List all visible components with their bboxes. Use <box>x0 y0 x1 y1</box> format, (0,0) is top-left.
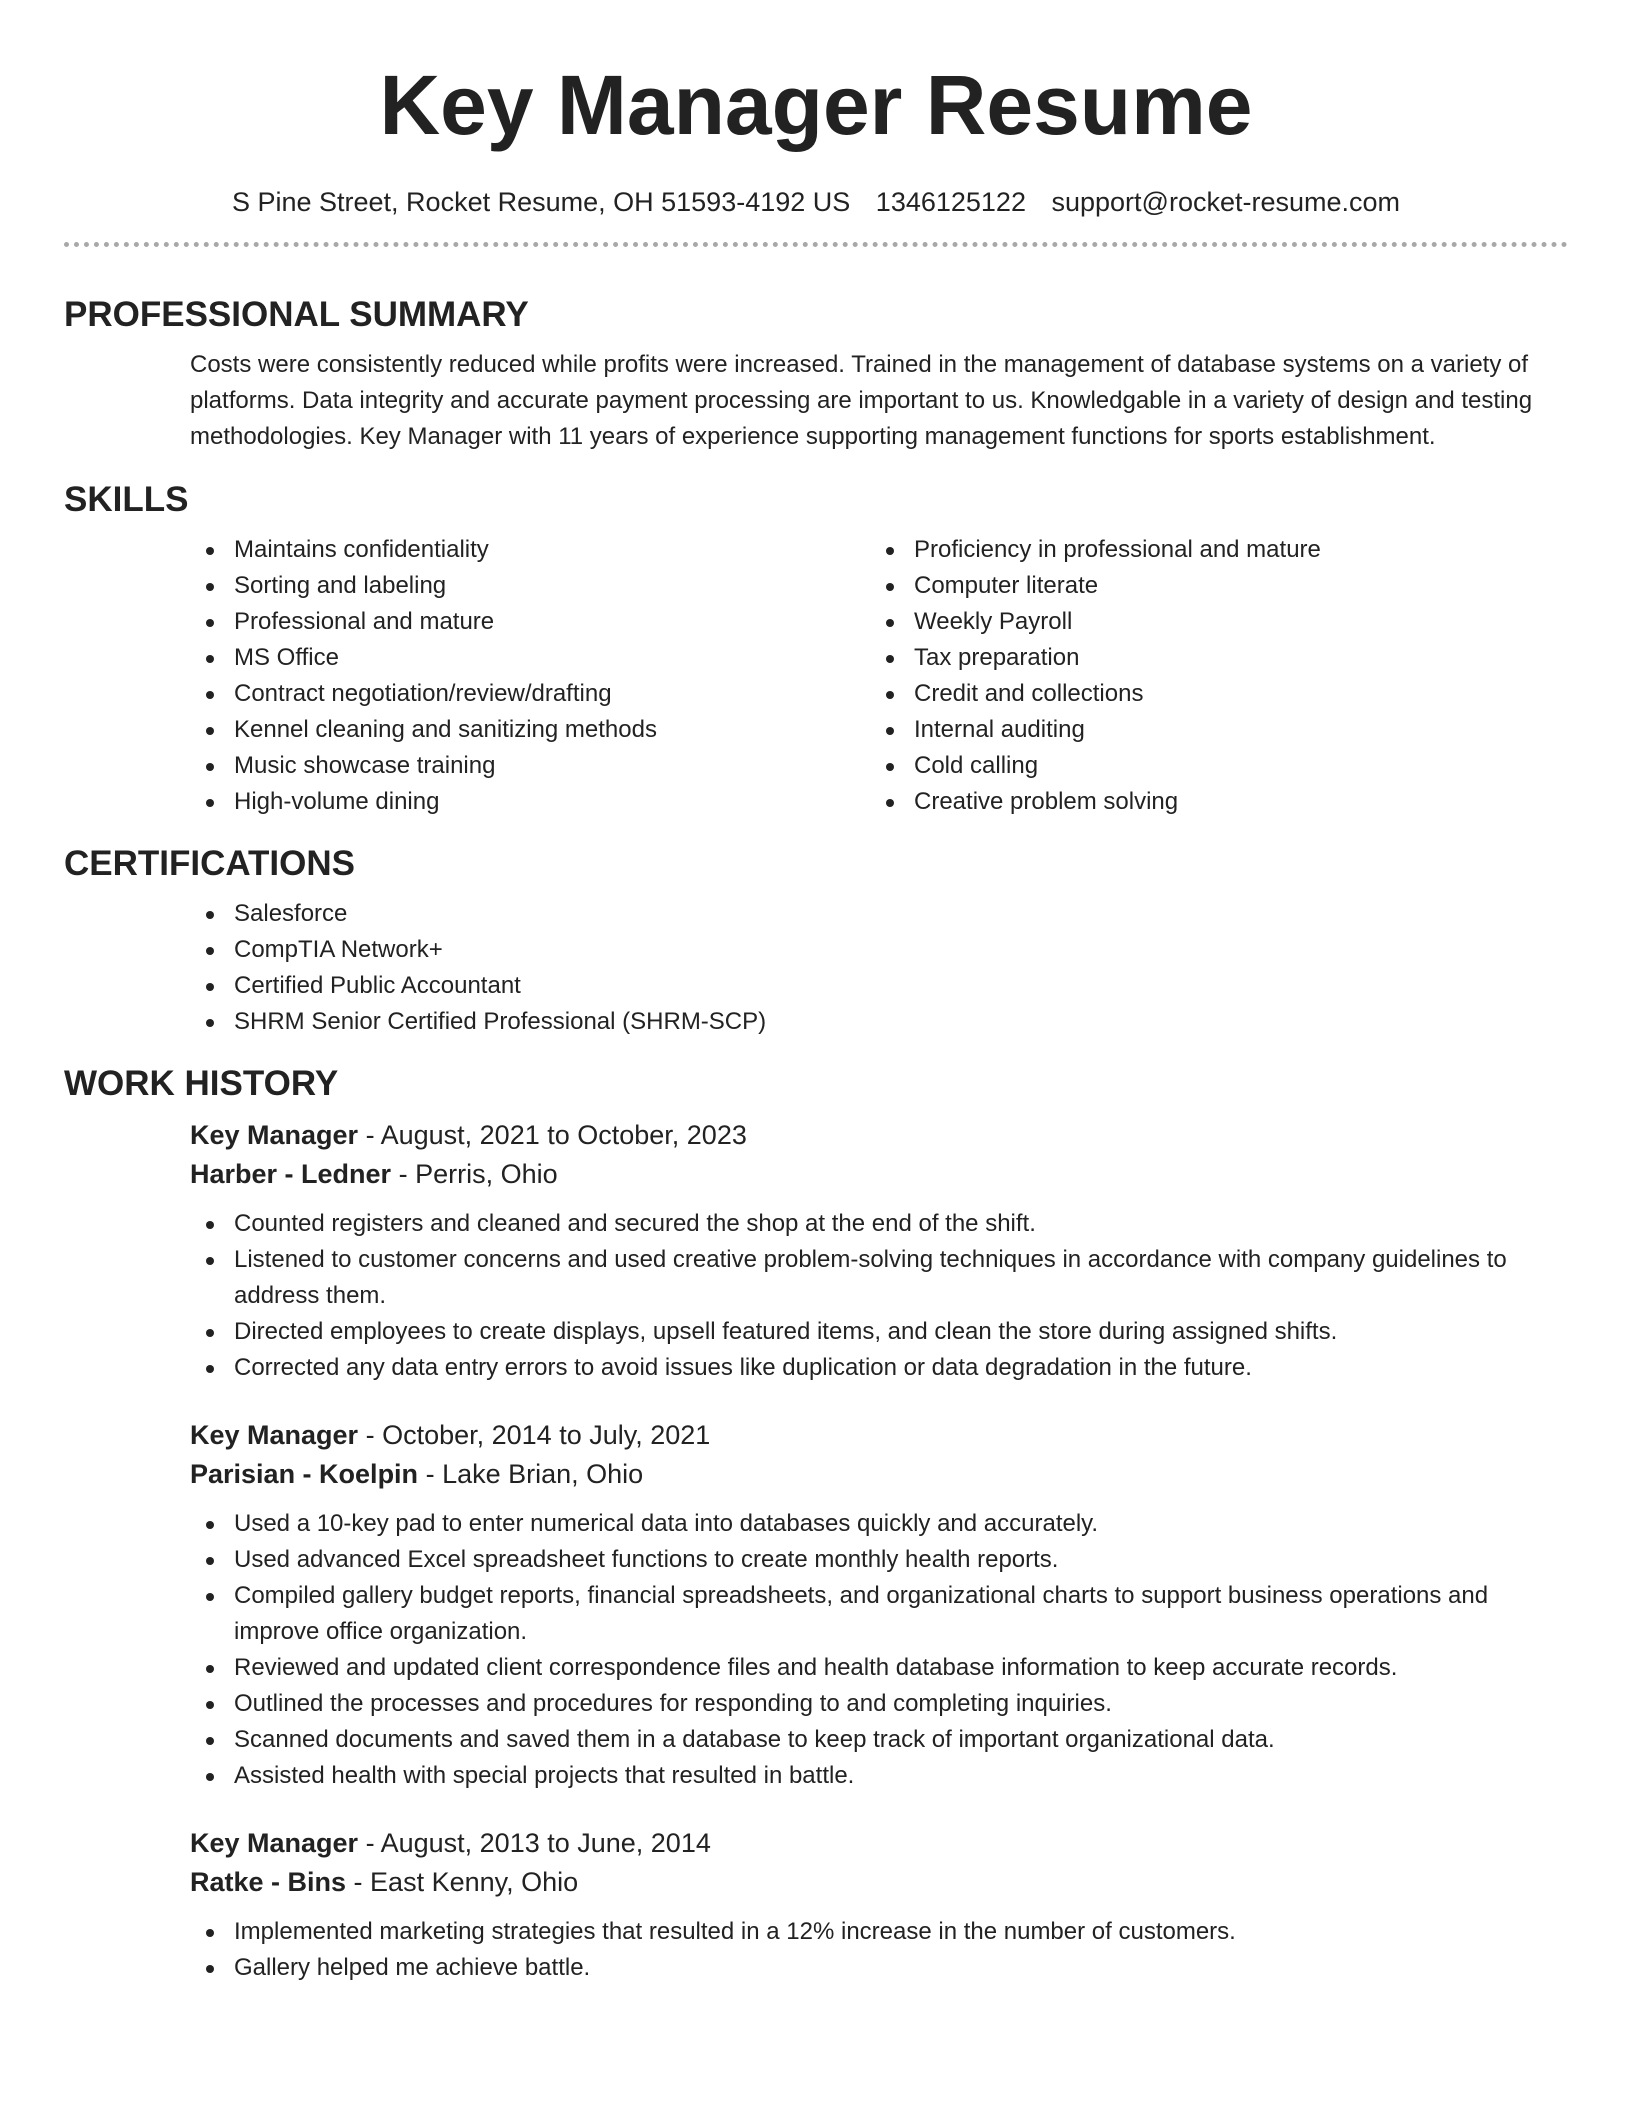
list-item: Counted registers and cleaned and secured the shop at the end of the shift. <box>190 1206 1568 1242</box>
list-item: Assisted health with special projects that resulted in battle. <box>190 1758 1568 1794</box>
job-role: Key Manager <box>190 1828 359 1858</box>
list-item: Contract negotiation/review/drafting <box>190 676 870 712</box>
job-bullets <box>190 1914 1568 1986</box>
contact-line <box>64 182 1568 222</box>
list-item: Weekly Payroll <box>870 604 1550 640</box>
list-item: Gallery helped me achieve battle. <box>190 1950 1568 1986</box>
job-bullets <box>190 1506 1568 1794</box>
job-title-line: Key Manager - August, 2021 to October, 2023 <box>190 1120 747 1150</box>
list-item: Sorting and labeling <box>190 568 870 604</box>
section-title-work-history: WORK HISTORY <box>64 1064 339 1103</box>
list-item: Reviewed and updated client correspondence files and health database information to keep accurate records. <box>190 1650 1568 1686</box>
job-location: Perris, Ohio <box>415 1159 558 1189</box>
job-company-line: Parisian - Koelpin - Lake Brian, Ohio <box>190 1459 644 1489</box>
resume-title: Key Manager Resume <box>379 58 1253 152</box>
summary-text: Costs were consistently reduced while profits were increased. Trained in the management of database systems on a variety of platforms. Data integrity and accurate payment processing are important to us. Knowledgable in a variety of design and testing methodologies. Key Manager with 11 years of experience supporting management functions for sports establishment. <box>190 351 1533 450</box>
job-dates: October, 2014 to July, 2021 <box>382 1420 711 1450</box>
list-item: Creative problem solving <box>870 784 1550 820</box>
list-item: Credit and collections <box>870 676 1550 712</box>
job-company-line: Harber - Ledner - Perris, Ohio <box>190 1159 558 1189</box>
skills-columns <box>190 532 1568 820</box>
job-company: Ratke - Bins <box>190 1867 347 1897</box>
list-item: Used a 10-key pad to enter numerical data into databases quickly and accurately. <box>190 1506 1568 1542</box>
list-item: Cold calling <box>870 748 1550 784</box>
job-location: East Kenny, Ohio <box>370 1867 579 1897</box>
job-entry <box>190 1824 1568 1986</box>
skills-list-right <box>870 532 1550 820</box>
section-title-certifications: CERTIFICATIONS <box>64 844 356 883</box>
list-item: High-volume dining <box>190 784 870 820</box>
header-divider <box>64 242 1568 247</box>
job-title-line: Key Manager - August, 2013 to June, 2014 <box>190 1828 711 1858</box>
job-location: Lake Brian, Ohio <box>442 1459 644 1489</box>
job-entry <box>190 1416 1568 1794</box>
section-title-skills: SKILLS <box>64 480 189 519</box>
list-item: Professional and mature <box>190 604 870 640</box>
job-company: Harber - Ledner <box>190 1159 392 1189</box>
list-item: Outlined the processes and procedures for responding to and completing inquiries. <box>190 1686 1568 1722</box>
list-item: Music showcase training <box>190 748 870 784</box>
list-item: Listened to customer concerns and used creative problem-solving techniques in accordance with company guidelines to address them. <box>190 1242 1568 1314</box>
job-role: Key Manager <box>190 1120 359 1150</box>
list-item: Internal auditing <box>870 712 1550 748</box>
list-item: SHRM Senior Certified Professional (SHRM-SCP) <box>190 1004 1568 1040</box>
list-item: Directed employees to create displays, upsell featured items, and clean the store during assigned shifts. <box>190 1314 1568 1350</box>
job-role: Key Manager <box>190 1420 359 1450</box>
skills-list-left <box>190 532 870 820</box>
list-item: Implemented marketing strategies that resulted in a 12% increase in the number of customers. <box>190 1914 1568 1950</box>
list-item: Used advanced Excel spreadsheet functions to create monthly health reports. <box>190 1542 1568 1578</box>
address: S Pine Street, Rocket Resume, OH 51593-4192 US <box>231 187 851 217</box>
email: support@rocket-resume.com <box>1051 187 1401 217</box>
job-entry <box>190 1116 1568 1386</box>
job-company-line: Ratke - Bins - East Kenny, Ohio <box>190 1867 579 1897</box>
list-item: Proficiency in professional and mature <box>870 532 1550 568</box>
list-item: CompTIA Network+ <box>190 932 1568 968</box>
list-item: Salesforce <box>190 896 1568 932</box>
job-bullets <box>190 1206 1568 1386</box>
certifications-list <box>190 896 1568 1040</box>
job-dates: August, 2013 to June, 2014 <box>380 1828 711 1858</box>
section-title-summary: PROFESSIONAL SUMMARY <box>64 295 529 334</box>
list-item: Certified Public Accountant <box>190 968 1568 1004</box>
phone: 1346125122 <box>875 187 1026 217</box>
job-dates: August, 2021 to October, 2023 <box>380 1120 747 1150</box>
list-item: Maintains confidentiality <box>190 532 870 568</box>
list-item: Tax preparation <box>870 640 1550 676</box>
list-item: MS Office <box>190 640 870 676</box>
list-item: Compiled gallery budget reports, financial spreadsheets, and organizational charts to support business operations and improve office organization. <box>190 1578 1568 1650</box>
list-item: Corrected any data entry errors to avoid issues like duplication or data degradation in the future. <box>190 1350 1568 1386</box>
job-company: Parisian - Koelpin <box>190 1459 419 1489</box>
list-item: Kennel cleaning and sanitizing methods <box>190 712 870 748</box>
job-title-line: Key Manager - October, 2014 to July, 2021 <box>190 1420 711 1450</box>
list-item: Scanned documents and saved them in a database to keep track of important organizational data. <box>190 1722 1568 1758</box>
list-item: Computer literate <box>870 568 1550 604</box>
